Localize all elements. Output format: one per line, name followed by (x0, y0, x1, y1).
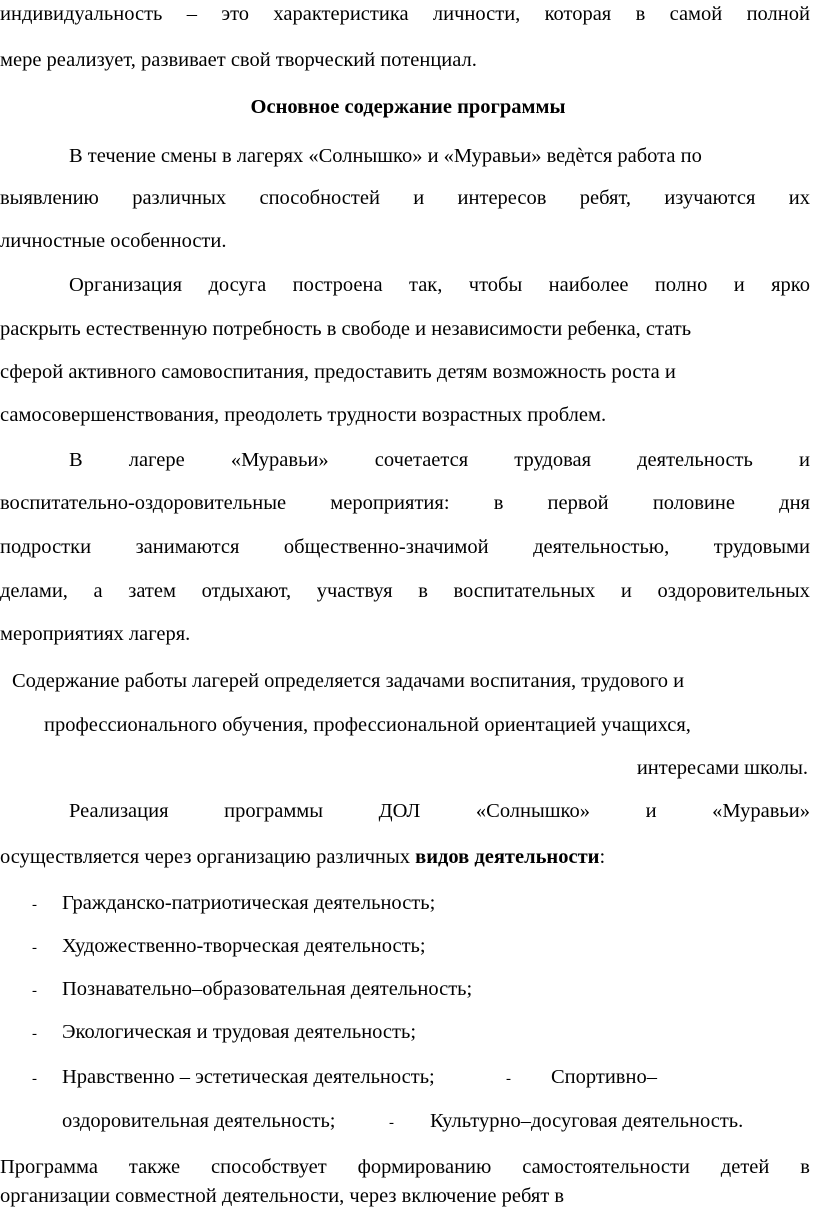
list-dash-5: - (32, 1071, 37, 1087)
p7-line1 (0, 1155, 810, 1179)
word: способствует (211, 1156, 327, 1178)
word: чтобы (468, 274, 523, 296)
word: различных (132, 187, 227, 209)
word: характеристика (273, 3, 409, 25)
word: личности, (432, 3, 521, 25)
p5-line2: профессионального обучения, профессиональной ориентацией учащихся, (44, 714, 691, 736)
word: их (788, 187, 810, 209)
word: изучаются (664, 187, 756, 209)
word: ДОЛ (378, 800, 421, 822)
word: в (418, 580, 428, 602)
word: которая (544, 3, 612, 25)
word: трудовая (514, 449, 592, 471)
word: делами, (0, 580, 68, 602)
word: Реализация (69, 800, 169, 822)
word: «Муравьи» (230, 449, 329, 471)
word: в (493, 492, 504, 514)
word: полно (654, 274, 708, 296)
list-item-3: Познавательно–образовательная деятельность; (62, 978, 473, 1000)
p4-line4 (0, 579, 810, 603)
list-item-5a: Нравственно – эстетическая деятельность; (62, 1066, 435, 1088)
p1-line2: мере реализует, развивает свой творческий потенциал. (0, 49, 477, 71)
p4-line5: мероприятиях лагеря. (0, 623, 191, 645)
word: ярко (771, 274, 810, 296)
word: программы (224, 800, 324, 822)
p7-line2: организации совместной деятельности, через включение ребят в (0, 1185, 565, 1207)
p2-line1: В течение смены в лагерях «Солнышко» и «Муравьи» ведѐтся работа по (69, 145, 702, 167)
word: Организация (69, 274, 183, 296)
p4-line1 (69, 448, 810, 472)
list-item-6b: Культурно–досуговая деятельность. (430, 1110, 744, 1132)
word: и (620, 580, 632, 602)
word: детей (720, 1156, 770, 1178)
word: подростки (0, 536, 92, 558)
list-item-1: Гражданско-патриотическая деятельность; (62, 892, 436, 914)
word: общественно-значимой (283, 536, 489, 558)
word: индивидуальность (0, 3, 163, 25)
word: так, (409, 274, 443, 296)
list-dash-1: - (32, 897, 37, 913)
word: – (186, 3, 197, 25)
p2-line3: личностные особенности. (0, 230, 227, 252)
word: а (93, 580, 103, 602)
p3-line3: сферой активного самовоспитания, предоставить детям возможность роста и (0, 361, 676, 383)
word: и (798, 449, 810, 471)
word: затем (128, 580, 176, 602)
word: Программа (0, 1156, 98, 1178)
word: занимаются (135, 536, 240, 558)
word: это (221, 3, 250, 25)
word: половине (652, 492, 735, 514)
word: дня (779, 492, 810, 514)
p6-line2-text: осуществляется через организацию различных (0, 846, 416, 868)
p6-line2 (0, 845, 605, 869)
word: способностей (259, 187, 380, 209)
p5-line3: интересами школы. (636, 757, 808, 779)
list-item-5b: Спортивно– (551, 1066, 657, 1088)
word: деятельность (637, 449, 753, 471)
word: и (733, 274, 745, 296)
word: самой (669, 3, 723, 25)
p6-line2-colon: : (599, 846, 606, 868)
p4-line2 (0, 491, 810, 515)
word: построена (292, 274, 383, 296)
list-dash-2: - (32, 940, 37, 956)
list-item-4: Экологическая и трудовая деятельность; (62, 1021, 417, 1043)
p3-line1 (69, 273, 810, 297)
word: ребят, (579, 187, 631, 209)
list-dash-3: - (32, 983, 37, 999)
word: воспитательно-оздоровительные (0, 492, 287, 514)
p4-line3 (0, 535, 810, 559)
list-dash-6: - (506, 1071, 511, 1087)
word: В (69, 449, 83, 471)
p6-line1 (69, 799, 810, 823)
word: выявлению (0, 187, 99, 209)
p3-line2: раскрыть естественную потребность в свободе и независимости ребенка, стать (0, 318, 692, 340)
word: мероприятия: (330, 492, 450, 514)
word: формированию (357, 1156, 492, 1178)
word: трудовыми (713, 536, 810, 558)
word: «Солнышко» (475, 800, 590, 822)
list-item-6a: оздоровительная деятельность; (62, 1110, 336, 1132)
word: досуга (208, 274, 267, 296)
word: «Муравьи» (712, 800, 810, 822)
word: деятельностью, (533, 536, 670, 558)
section-heading: Основное содержание программы (250, 96, 566, 118)
word: сочетается (374, 449, 469, 471)
list-dash-4: - (32, 1026, 37, 1042)
activity-types-emphasis: видов деятельности (415, 846, 600, 868)
word: отдыхают, (201, 580, 292, 602)
list-dash-7: - (389, 1115, 394, 1131)
word: и (645, 800, 657, 822)
p2-line2 (0, 186, 810, 210)
p5-line1: Содержание работы лагерей определяется задачами воспитания, трудового и (12, 670, 685, 692)
word: первой (547, 492, 609, 514)
word: в (635, 3, 646, 25)
word: и (413, 187, 425, 209)
word: в (800, 1156, 810, 1178)
word: участвуя (316, 580, 393, 602)
word: полной (746, 3, 810, 25)
p1-line1 (0, 2, 810, 26)
word: также (128, 1156, 181, 1178)
p3-line4: самосовершенствования, преодолеть трудности возрастных проблем. (0, 404, 607, 426)
word: лагере (128, 449, 185, 471)
word: оздоровительных (657, 580, 810, 602)
list-item-2: Художественно-творческая деятельность; (62, 935, 426, 957)
word: самостоятельности (522, 1156, 690, 1178)
word: воспитательных (453, 580, 596, 602)
word: интересов (457, 187, 547, 209)
word: наиболее (548, 274, 629, 296)
